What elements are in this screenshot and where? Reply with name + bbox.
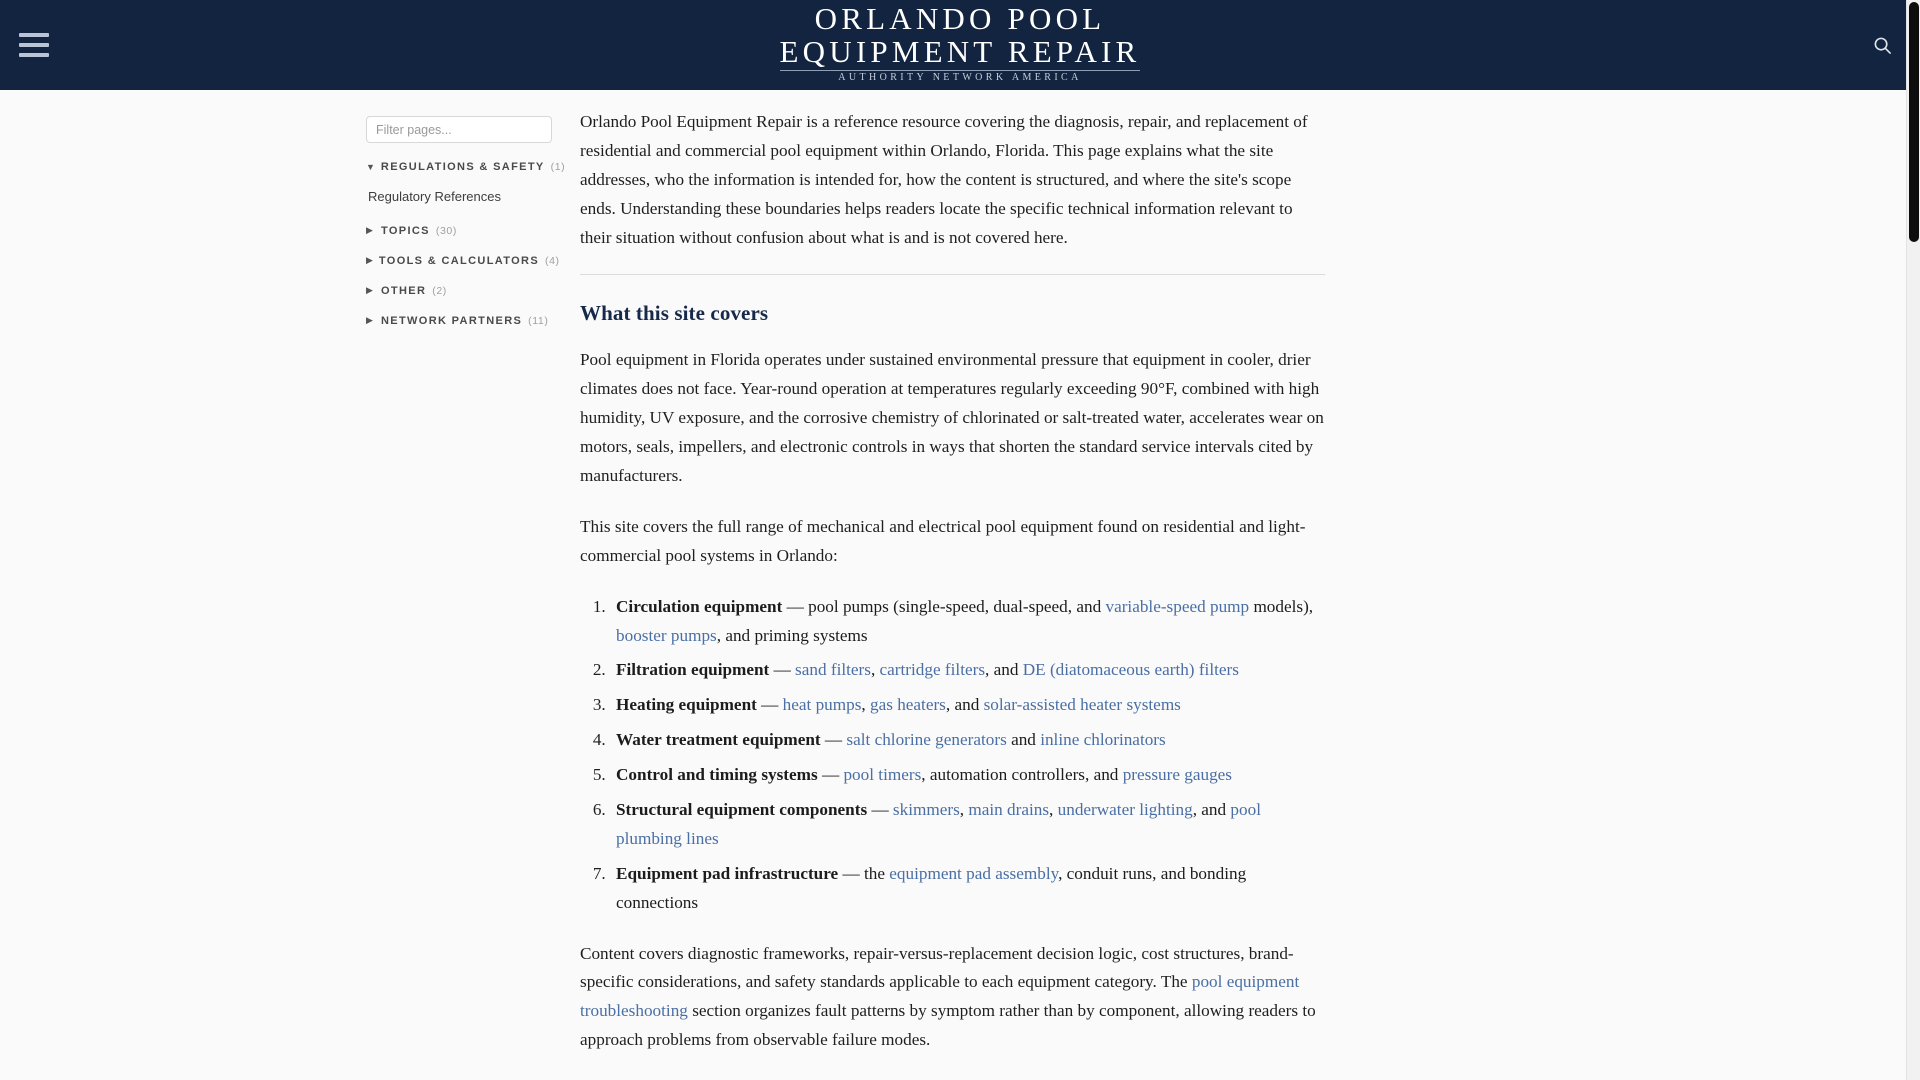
- sidebar-section-label: TOPICS: [381, 224, 430, 237]
- list-item-label: Structural equipment components: [616, 800, 868, 820]
- sidebar-item-regulatory-references[interactable]: Regulatory References: [368, 189, 501, 204]
- list-item-label: Filtration equipment: [616, 660, 770, 680]
- equipment-coverage-list: [580, 593, 1325, 918]
- sidebar-section-label: NETWORK PARTNERS: [381, 314, 523, 327]
- sidebar-section-count: (2): [432, 284, 447, 297]
- sidebar-section-toggle[interactable]: [366, 254, 560, 267]
- site-title-block[interactable]: [780, 3, 1141, 87]
- content-link[interactable]: pool timers: [843, 765, 922, 785]
- page-scrollbar-thumb[interactable]: [1909, 2, 1919, 242]
- site-title-line-1: ORLANDO POOL: [814, 1, 1106, 36]
- sidebar-section-network-partners: [366, 315, 552, 327]
- list-item-label: Control and timing systems: [616, 765, 818, 785]
- chevron-down-icon: ▼: [366, 161, 375, 172]
- sidebar-section-tools-calculators: [366, 254, 560, 267]
- content-link[interactable]: booster pumps: [616, 625, 717, 645]
- sidebar-section-other: [366, 285, 552, 297]
- content-link[interactable]: equipment pad assembly: [889, 863, 1059, 883]
- page-section-heading: What this site covers: [580, 301, 769, 326]
- list-item: 4. Water treatment equipment — salt chlorine generators and inline chlorinators: [610, 726, 1325, 755]
- sidebar-section-count: (11): [528, 314, 549, 327]
- list-item-label: Equipment pad infrastructure: [616, 863, 839, 883]
- hamburger-bar-3: [19, 53, 49, 57]
- sidebar-section-children: [366, 187, 552, 207]
- filter-pages-input[interactable]: [366, 116, 552, 143]
- sidebar-section-toggle[interactable]: [366, 315, 552, 327]
- sidebar-section-label: OTHER: [381, 284, 427, 297]
- closing-paragraph: Content covers diagnostic frameworks, repair-versus-replacement decision logic, cost structures, brand-specific considerations, and safety standards applicable to each equipment category. The pool equipment troubleshooting section organizes fault patterns by symptom rather than by component, allowing readers to approach problems from observable failure modes.: [580, 943, 1316, 1050]
- search-icon[interactable]: [1866, 29, 1898, 61]
- content-link[interactable]: solar-assisted heater systems: [983, 695, 1181, 715]
- sidebar-section-toggle[interactable]: [366, 285, 552, 297]
- list-item-label: Water treatment equipment: [616, 730, 821, 750]
- chevron-right-icon: ▶: [366, 315, 373, 325]
- content-link[interactable]: pool equipment troubleshooting: [580, 972, 1300, 1021]
- content-link[interactable]: main drains: [968, 800, 1050, 820]
- content-link[interactable]: heat pumps: [782, 695, 862, 715]
- chevron-right-icon: ▶: [366, 225, 373, 235]
- content-link[interactable]: salt chlorine generators: [846, 730, 1007, 750]
- content-link[interactable]: pressure gauges: [1122, 765, 1232, 785]
- list-item-label: Circulation equipment: [616, 596, 783, 616]
- sidebar-section-label: REGULATIONS & SAFETY: [380, 161, 545, 173]
- hamburger-bar-1: [19, 33, 49, 37]
- list-item: 6. Structural equipment components — skimmers, main drains, underwater lighting, and pool plumbing lines: [610, 796, 1325, 854]
- chevron-right-icon: ▶: [366, 255, 373, 265]
- content-link[interactable]: cartridge filters: [879, 660, 986, 680]
- content-link[interactable]: underwater lighting: [1057, 800, 1193, 820]
- content-link[interactable]: gas heaters: [870, 695, 946, 715]
- site-subtitle: AUTHORITY NETWORK AMERICA: [838, 72, 1082, 83]
- site-title-line-2: EQUIPMENT REPAIR: [779, 34, 1141, 69]
- list-item-label: Heating equipment: [616, 695, 757, 715]
- sidebar-sections: [366, 161, 566, 327]
- list-item: 1. Circulation equipment — pool pumps (single-speed, dual-speed, and variable-speed pump models), booster pumps, and priming systems: [610, 593, 1325, 651]
- page-scrollbar-track[interactable]: [1906, 0, 1920, 1080]
- list-item: 3. Heating equipment — heat pumps, gas heaters, and solar-assisted heater systems: [610, 691, 1325, 720]
- list-item: 7. Equipment pad infrastructure — the equipment pad assembly, conduit runs, and bonding connections: [610, 860, 1325, 918]
- content-link[interactable]: sand filters: [795, 660, 871, 680]
- intro-paragraph: Orlando Pool Equipment Repair is a reference resource covering the diagnosis, repair, and replacement of residential and commercial pool equipment within Orlando, Florida. This page explains what the site addresses, who the information is intended for, how the content is structured, and where the site's scope ends. Understanding these boundaries helps readers locate the specific technical information relevant to their situation without confusion about what is and is not covered here.: [580, 112, 1308, 247]
- sidebar-section-topics: [366, 225, 552, 237]
- sidebar-section-count: (30): [435, 224, 457, 237]
- sidebar-section-count: (1): [550, 161, 566, 173]
- content-link[interactable]: pool plumbing lines: [616, 800, 1261, 848]
- sidebar-section-toggle[interactable]: [366, 225, 552, 237]
- hamburger-menu-icon[interactable]: [14, 27, 54, 63]
- list-item: 2. Filtration equipment — sand filters, cartridge filters, and DE (diatomaceous earth) filters: [610, 656, 1325, 685]
- sidebar-section-label: TOOLS & CALCULATORS: [378, 254, 540, 267]
- site-header: [0, 0, 1920, 90]
- paragraph-climate: Pool equipment in Florida operates under sustained environmental pressure that equipment in cooler, drier climates does not face. Year-round operation at temperatures regularly exceeding 90°F, combined with high humidity, UV exposure, and the corrosive chemistry of chlorinated or salt-treated water, accelerates wear on motors, seals, impellers, and electronic controls in ways that shorten the standard service intervals cited by manufacturers.: [580, 350, 1324, 486]
- content-link[interactable]: DE (diatomaceous earth) filters: [1022, 660, 1239, 680]
- hamburger-bar-2: [19, 43, 49, 47]
- sidebar-section-regulations-safety: [366, 161, 566, 207]
- paragraph-scope-intro: This site covers the full range of mechanical and electrical pool equipment found on residential and light-commercial pool systems in Orlando:: [580, 516, 1306, 565]
- main-content: [580, 90, 1325, 1077]
- section-divider: [580, 274, 1325, 275]
- content-link[interactable]: variable-speed pump: [1105, 596, 1250, 616]
- chevron-right-icon: ▶: [366, 285, 373, 295]
- sidebar-navigation: [0, 90, 580, 327]
- page-body: [0, 90, 1920, 1080]
- content-link[interactable]: skimmers: [892, 800, 960, 820]
- list-item: 5. Control and timing systems — pool timers, automation controllers, and pressure gauges: [610, 761, 1325, 790]
- sidebar-section-toggle[interactable]: [366, 161, 566, 173]
- content-link[interactable]: inline chlorinators: [1040, 730, 1166, 750]
- sidebar-section-count: (4): [545, 254, 560, 267]
